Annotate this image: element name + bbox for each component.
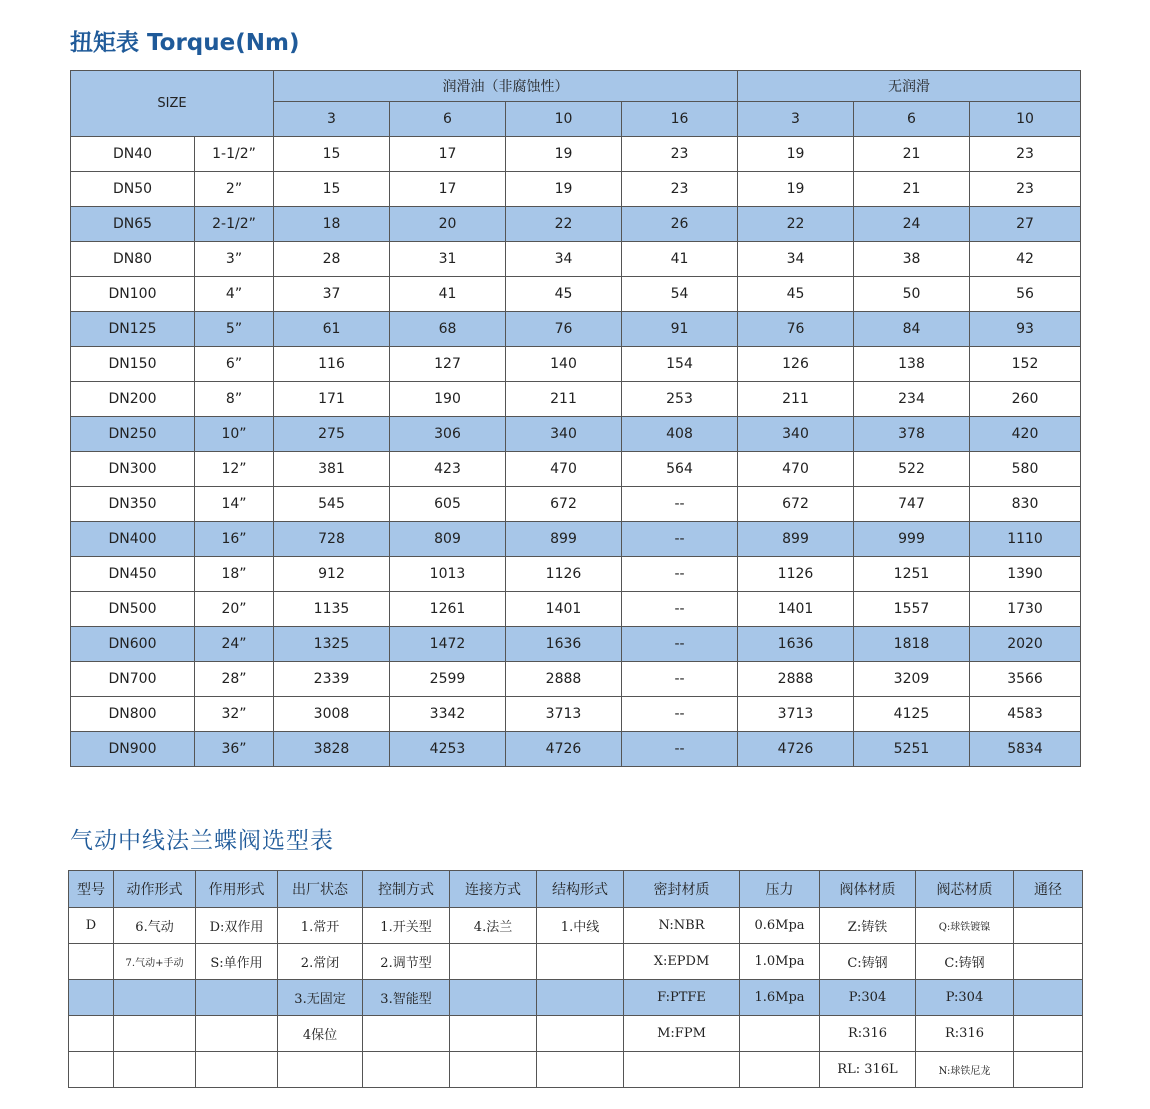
pressure-col-header: 16 bbox=[622, 102, 738, 137]
dn-size-cell: DN40 bbox=[71, 137, 195, 172]
torque-value-cell: 2888 bbox=[738, 662, 854, 697]
torque-value-cell: 1261 bbox=[390, 592, 506, 627]
selection-header-row bbox=[69, 871, 1083, 908]
selection-cell: 1.中线 bbox=[537, 908, 624, 944]
selection-cell bbox=[114, 980, 196, 1016]
torque-value-cell: 19 bbox=[738, 172, 854, 207]
torque-row bbox=[71, 662, 1081, 697]
selection-row bbox=[69, 980, 1083, 1016]
selection-cell bbox=[1014, 944, 1083, 980]
selection-cell bbox=[363, 1052, 450, 1088]
pressure-col-header: 6 bbox=[854, 102, 970, 137]
torque-value-cell: 127 bbox=[390, 347, 506, 382]
selection-cell: 3.智能型 bbox=[363, 980, 450, 1016]
torque-value-cell: -- bbox=[622, 592, 738, 627]
torque-table bbox=[70, 70, 1081, 767]
torque-value-cell: -- bbox=[622, 732, 738, 767]
inch-size-cell: 36” bbox=[195, 732, 274, 767]
torque-value-cell: 408 bbox=[622, 417, 738, 452]
torque-value-cell: 140 bbox=[506, 347, 622, 382]
torque-value-cell: 5251 bbox=[854, 732, 970, 767]
selection-cell: 3.无固定 bbox=[278, 980, 363, 1016]
torque-row bbox=[71, 417, 1081, 452]
torque-value-cell: 76 bbox=[506, 312, 622, 347]
selection-cell bbox=[450, 944, 537, 980]
torque-value-cell: 672 bbox=[506, 487, 622, 522]
inch-size-cell: 14” bbox=[195, 487, 274, 522]
torque-row bbox=[71, 732, 1081, 767]
torque-value-cell: 381 bbox=[274, 452, 390, 487]
selection-cell bbox=[537, 944, 624, 980]
torque-value-cell: 830 bbox=[970, 487, 1081, 522]
torque-value-cell: 211 bbox=[738, 382, 854, 417]
torque-value-cell: 728 bbox=[274, 522, 390, 557]
torque-value-cell: 253 bbox=[622, 382, 738, 417]
torque-value-cell: 999 bbox=[854, 522, 970, 557]
selection-cell bbox=[537, 980, 624, 1016]
inch-size-cell: 24” bbox=[195, 627, 274, 662]
torque-table-title: 扭矩表 Torque(Nm) bbox=[70, 30, 300, 56]
torque-value-cell: 3209 bbox=[854, 662, 970, 697]
selection-cell: 1.6Mpa bbox=[740, 980, 820, 1016]
torque-value-cell: 138 bbox=[854, 347, 970, 382]
selection-cell: 4.法兰 bbox=[450, 908, 537, 944]
torque-value-cell: 21 bbox=[854, 172, 970, 207]
selection-col-header: 型号 bbox=[69, 871, 114, 908]
inch-size-cell: 6” bbox=[195, 347, 274, 382]
selection-cell bbox=[1014, 1052, 1083, 1088]
selection-col-header: 出厂状态 bbox=[278, 871, 363, 908]
torque-value-cell: 1126 bbox=[738, 557, 854, 592]
selection-table-title: 气动中线法兰蝶阀选型表 bbox=[70, 828, 334, 854]
pressure-col-header: 6 bbox=[390, 102, 506, 137]
torque-value-cell: 4726 bbox=[506, 732, 622, 767]
selection-cell bbox=[114, 1052, 196, 1088]
selection-cell: X:EPDM bbox=[624, 944, 740, 980]
torque-value-cell: 50 bbox=[854, 277, 970, 312]
size-header: SIZE bbox=[71, 71, 274, 137]
torque-value-cell: 20 bbox=[390, 207, 506, 242]
torque-value-cell: 27 bbox=[970, 207, 1081, 242]
torque-value-cell: 1251 bbox=[854, 557, 970, 592]
torque-value-cell: 1472 bbox=[390, 627, 506, 662]
torque-header-row bbox=[71, 71, 1081, 102]
torque-row bbox=[71, 172, 1081, 207]
torque-value-cell: 37 bbox=[274, 277, 390, 312]
torque-value-cell: 1110 bbox=[970, 522, 1081, 557]
torque-value-cell: 126 bbox=[738, 347, 854, 382]
torque-value-cell: 470 bbox=[738, 452, 854, 487]
dn-size-cell: DN450 bbox=[71, 557, 195, 592]
dn-size-cell: DN900 bbox=[71, 732, 195, 767]
selection-cell bbox=[537, 1016, 624, 1052]
torque-value-cell: 580 bbox=[970, 452, 1081, 487]
torque-value-cell: 68 bbox=[390, 312, 506, 347]
selection-row bbox=[69, 1016, 1083, 1052]
dn-size-cell: DN350 bbox=[71, 487, 195, 522]
torque-value-cell: 84 bbox=[854, 312, 970, 347]
torque-value-cell: 306 bbox=[390, 417, 506, 452]
selection-col-header: 控制方式 bbox=[363, 871, 450, 908]
selection-cell: 4保位 bbox=[278, 1016, 363, 1052]
torque-value-cell: 91 bbox=[622, 312, 738, 347]
selection-cell: C:铸钢 bbox=[820, 944, 916, 980]
selection-cell: N:NBR bbox=[624, 908, 740, 944]
torque-row bbox=[71, 522, 1081, 557]
torque-value-cell: 1135 bbox=[274, 592, 390, 627]
torque-value-cell: 23 bbox=[622, 137, 738, 172]
selection-row bbox=[69, 908, 1083, 944]
torque-value-cell: 1126 bbox=[506, 557, 622, 592]
inch-size-cell: 4” bbox=[195, 277, 274, 312]
torque-value-cell: 378 bbox=[854, 417, 970, 452]
selection-cell: RL: 316L bbox=[820, 1052, 916, 1088]
selection-col-header: 阀体材质 bbox=[820, 871, 916, 908]
inch-size-cell: 8” bbox=[195, 382, 274, 417]
selection-col-header: 通径 bbox=[1014, 871, 1083, 908]
selection-cell: 1.0Mpa bbox=[740, 944, 820, 980]
dn-size-cell: DN400 bbox=[71, 522, 195, 557]
torque-value-cell: 93 bbox=[970, 312, 1081, 347]
dry-group-header: 无润滑 bbox=[738, 71, 1081, 102]
selection-cell: D bbox=[69, 908, 114, 944]
torque-row bbox=[71, 592, 1081, 627]
selection-cell: R:316 bbox=[916, 1016, 1014, 1052]
torque-value-cell: 2339 bbox=[274, 662, 390, 697]
selection-cell: Z:铸铁 bbox=[820, 908, 916, 944]
selection-cell bbox=[114, 1016, 196, 1052]
inch-size-cell: 18” bbox=[195, 557, 274, 592]
inch-size-cell: 2-1/2” bbox=[195, 207, 274, 242]
torque-value-cell: 22 bbox=[506, 207, 622, 242]
torque-value-cell: 18 bbox=[274, 207, 390, 242]
torque-value-cell: 522 bbox=[854, 452, 970, 487]
selection-cell: M:FPM bbox=[624, 1016, 740, 1052]
selection-col-header: 阀芯材质 bbox=[916, 871, 1014, 908]
torque-value-cell: 23 bbox=[970, 137, 1081, 172]
torque-row bbox=[71, 242, 1081, 277]
torque-value-cell: -- bbox=[622, 487, 738, 522]
torque-value-cell: 3342 bbox=[390, 697, 506, 732]
torque-value-cell: 31 bbox=[390, 242, 506, 277]
torque-value-cell: 56 bbox=[970, 277, 1081, 312]
selection-cell: N:球铁尼龙 bbox=[916, 1052, 1014, 1088]
torque-value-cell: 275 bbox=[274, 417, 390, 452]
torque-value-cell: 23 bbox=[970, 172, 1081, 207]
torque-row bbox=[71, 207, 1081, 242]
torque-row bbox=[71, 382, 1081, 417]
selection-cell bbox=[1014, 980, 1083, 1016]
pressure-col-header: 3 bbox=[738, 102, 854, 137]
selection-col-header: 动作形式 bbox=[114, 871, 196, 908]
torque-value-cell: 19 bbox=[506, 137, 622, 172]
selection-cell bbox=[450, 980, 537, 1016]
selection-cell bbox=[278, 1052, 363, 1088]
torque-value-cell: 1557 bbox=[854, 592, 970, 627]
torque-value-cell: 21 bbox=[854, 137, 970, 172]
selection-col-header: 结构形式 bbox=[537, 871, 624, 908]
selection-cell bbox=[1014, 1016, 1083, 1052]
torque-value-cell: 423 bbox=[390, 452, 506, 487]
torque-value-cell: 211 bbox=[506, 382, 622, 417]
torque-value-cell: 2888 bbox=[506, 662, 622, 697]
inch-size-cell: 12” bbox=[195, 452, 274, 487]
selection-cell: P:304 bbox=[916, 980, 1014, 1016]
pressure-col-header: 10 bbox=[970, 102, 1081, 137]
pressure-col-header: 3 bbox=[274, 102, 390, 137]
selection-cell bbox=[69, 1016, 114, 1052]
dn-size-cell: DN65 bbox=[71, 207, 195, 242]
selection-cell: 2.调节型 bbox=[363, 944, 450, 980]
torque-value-cell: 28 bbox=[274, 242, 390, 277]
selection-cell bbox=[1014, 908, 1083, 944]
selection-cell bbox=[196, 980, 278, 1016]
selection-cell: S:单作用 bbox=[196, 944, 278, 980]
torque-row bbox=[71, 452, 1081, 487]
dn-size-cell: DN200 bbox=[71, 382, 195, 417]
selection-cell: C:铸钢 bbox=[916, 944, 1014, 980]
dn-size-cell: DN800 bbox=[71, 697, 195, 732]
torque-value-cell: 3566 bbox=[970, 662, 1081, 697]
torque-value-cell: 26 bbox=[622, 207, 738, 242]
torque-value-cell: 54 bbox=[622, 277, 738, 312]
inch-size-cell: 28” bbox=[195, 662, 274, 697]
torque-value-cell: 340 bbox=[738, 417, 854, 452]
torque-value-cell: 24 bbox=[854, 207, 970, 242]
torque-value-cell: 470 bbox=[506, 452, 622, 487]
torque-value-cell: 4726 bbox=[738, 732, 854, 767]
selection-cell bbox=[740, 1052, 820, 1088]
selection-cell: 1.常开 bbox=[278, 908, 363, 944]
torque-value-cell: 1636 bbox=[738, 627, 854, 662]
selection-cell bbox=[69, 980, 114, 1016]
torque-value-cell: 41 bbox=[390, 277, 506, 312]
torque-value-cell: 809 bbox=[390, 522, 506, 557]
torque-value-cell: 564 bbox=[622, 452, 738, 487]
torque-value-cell: 61 bbox=[274, 312, 390, 347]
torque-value-cell: 4253 bbox=[390, 732, 506, 767]
selection-row bbox=[69, 944, 1083, 980]
torque-value-cell: 45 bbox=[506, 277, 622, 312]
torque-value-cell: 1818 bbox=[854, 627, 970, 662]
inch-size-cell: 10” bbox=[195, 417, 274, 452]
dn-size-cell: DN50 bbox=[71, 172, 195, 207]
selection-cell bbox=[450, 1052, 537, 1088]
torque-value-cell: 3713 bbox=[506, 697, 622, 732]
dn-size-cell: DN125 bbox=[71, 312, 195, 347]
selection-cell bbox=[363, 1016, 450, 1052]
selection-cell: 1.开关型 bbox=[363, 908, 450, 944]
torque-value-cell: 4583 bbox=[970, 697, 1081, 732]
pressure-col-header: 10 bbox=[506, 102, 622, 137]
selection-cell: 6.气动 bbox=[114, 908, 196, 944]
selection-cell bbox=[740, 1016, 820, 1052]
selection-cell bbox=[537, 1052, 624, 1088]
torque-value-cell: -- bbox=[622, 697, 738, 732]
torque-row bbox=[71, 137, 1081, 172]
selection-cell: 0.6Mpa bbox=[740, 908, 820, 944]
selection-col-header: 密封材质 bbox=[624, 871, 740, 908]
torque-value-cell: 42 bbox=[970, 242, 1081, 277]
torque-value-cell: 1401 bbox=[506, 592, 622, 627]
selection-cell: F:PTFE bbox=[624, 980, 740, 1016]
dn-size-cell: DN150 bbox=[71, 347, 195, 382]
dn-size-cell: DN500 bbox=[71, 592, 195, 627]
torque-row bbox=[71, 312, 1081, 347]
torque-value-cell: 3828 bbox=[274, 732, 390, 767]
torque-row bbox=[71, 347, 1081, 382]
selection-col-header: 连接方式 bbox=[450, 871, 537, 908]
torque-value-cell: 154 bbox=[622, 347, 738, 382]
torque-value-cell: -- bbox=[622, 557, 738, 592]
torque-value-cell: 605 bbox=[390, 487, 506, 522]
lubricated-group-header: 润滑油（非腐蚀性） bbox=[274, 71, 738, 102]
torque-value-cell: 3713 bbox=[738, 697, 854, 732]
torque-value-cell: 3008 bbox=[274, 697, 390, 732]
selection-cell: P:304 bbox=[820, 980, 916, 1016]
torque-value-cell: 45 bbox=[738, 277, 854, 312]
selection-cell bbox=[69, 944, 114, 980]
inch-size-cell: 2” bbox=[195, 172, 274, 207]
dn-size-cell: DN100 bbox=[71, 277, 195, 312]
torque-value-cell: 234 bbox=[854, 382, 970, 417]
torque-value-cell: 38 bbox=[854, 242, 970, 277]
selection-cell: 2.常闭 bbox=[278, 944, 363, 980]
torque-value-cell: 1013 bbox=[390, 557, 506, 592]
selection-cell bbox=[196, 1052, 278, 1088]
torque-value-cell: 340 bbox=[506, 417, 622, 452]
torque-row bbox=[71, 277, 1081, 312]
torque-value-cell: 34 bbox=[738, 242, 854, 277]
torque-value-cell: 1636 bbox=[506, 627, 622, 662]
torque-value-cell: 190 bbox=[390, 382, 506, 417]
torque-row bbox=[71, 697, 1081, 732]
selection-cell bbox=[450, 1016, 537, 1052]
torque-value-cell: 4125 bbox=[854, 697, 970, 732]
selection-col-header: 作用形式 bbox=[196, 871, 278, 908]
dn-size-cell: DN700 bbox=[71, 662, 195, 697]
selection-cell bbox=[69, 1052, 114, 1088]
dn-size-cell: DN600 bbox=[71, 627, 195, 662]
torque-value-cell: 1390 bbox=[970, 557, 1081, 592]
torque-value-cell: 19 bbox=[506, 172, 622, 207]
torque-value-cell: -- bbox=[622, 662, 738, 697]
inch-size-cell: 1-1/2” bbox=[195, 137, 274, 172]
inch-size-cell: 16” bbox=[195, 522, 274, 557]
selection-col-header: 压力 bbox=[740, 871, 820, 908]
selection-table bbox=[68, 870, 1083, 1088]
dn-size-cell: DN80 bbox=[71, 242, 195, 277]
torque-value-cell: 76 bbox=[738, 312, 854, 347]
selection-cell bbox=[624, 1052, 740, 1088]
torque-value-cell: 152 bbox=[970, 347, 1081, 382]
torque-value-cell: -- bbox=[622, 627, 738, 662]
torque-value-cell: 34 bbox=[506, 242, 622, 277]
torque-value-cell: 19 bbox=[738, 137, 854, 172]
torque-value-cell: 17 bbox=[390, 172, 506, 207]
torque-value-cell: 23 bbox=[622, 172, 738, 207]
torque-value-cell: 912 bbox=[274, 557, 390, 592]
torque-value-cell: 899 bbox=[506, 522, 622, 557]
torque-value-cell: 2599 bbox=[390, 662, 506, 697]
selection-row bbox=[69, 1052, 1083, 1088]
torque-value-cell: 420 bbox=[970, 417, 1081, 452]
torque-value-cell: 15 bbox=[274, 172, 390, 207]
torque-value-cell: 116 bbox=[274, 347, 390, 382]
inch-size-cell: 20” bbox=[195, 592, 274, 627]
torque-row bbox=[71, 557, 1081, 592]
torque-value-cell: 260 bbox=[970, 382, 1081, 417]
selection-cell: 7.气动+手动 bbox=[114, 944, 196, 980]
torque-value-cell: 17 bbox=[390, 137, 506, 172]
selection-cell: D:双作用 bbox=[196, 908, 278, 944]
selection-cell: Q:球铁镀镍 bbox=[916, 908, 1014, 944]
torque-value-cell: -- bbox=[622, 522, 738, 557]
dn-size-cell: DN300 bbox=[71, 452, 195, 487]
dn-size-cell: DN250 bbox=[71, 417, 195, 452]
torque-row bbox=[71, 627, 1081, 662]
torque-value-cell: 5834 bbox=[970, 732, 1081, 767]
torque-value-cell: 41 bbox=[622, 242, 738, 277]
selection-cell bbox=[196, 1016, 278, 1052]
torque-value-cell: 15 bbox=[274, 137, 390, 172]
torque-value-cell: 672 bbox=[738, 487, 854, 522]
torque-value-cell: 545 bbox=[274, 487, 390, 522]
selection-cell: R:316 bbox=[820, 1016, 916, 1052]
torque-value-cell: 899 bbox=[738, 522, 854, 557]
inch-size-cell: 3” bbox=[195, 242, 274, 277]
torque-value-cell: 171 bbox=[274, 382, 390, 417]
inch-size-cell: 5” bbox=[195, 312, 274, 347]
torque-value-cell: 1401 bbox=[738, 592, 854, 627]
torque-value-cell: 22 bbox=[738, 207, 854, 242]
torque-row bbox=[71, 487, 1081, 522]
torque-value-cell: 1730 bbox=[970, 592, 1081, 627]
torque-value-cell: 2020 bbox=[970, 627, 1081, 662]
torque-value-cell: 1325 bbox=[274, 627, 390, 662]
torque-value-cell: 747 bbox=[854, 487, 970, 522]
inch-size-cell: 32” bbox=[195, 697, 274, 732]
